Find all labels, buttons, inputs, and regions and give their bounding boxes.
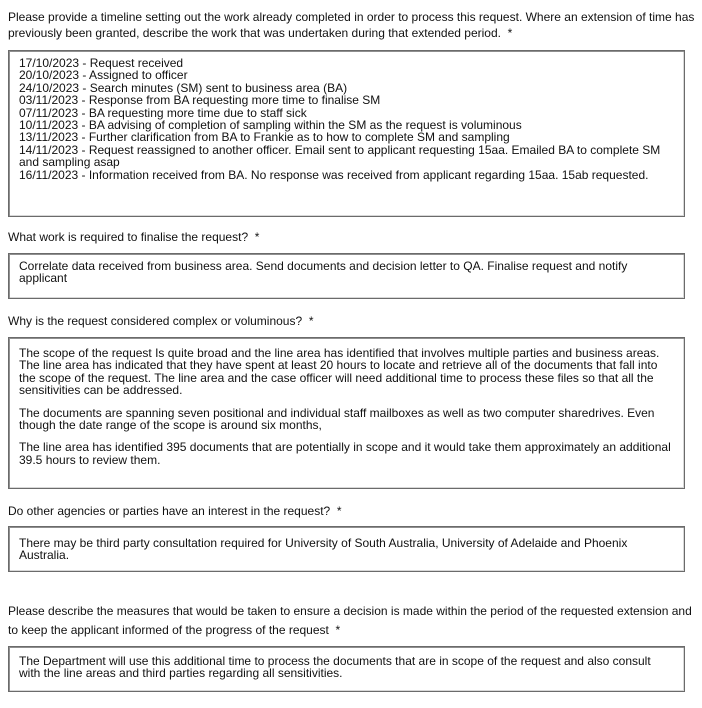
timeline-entry: 16/11/2023 - Information received from BA. No response was received from applicant regarding 15aa. 15ab requested. xyxy=(19,167,649,182)
answer-text: There may be third party consultation required for University of South Australia, University of Adelaide and Phoenix Australia. xyxy=(19,536,628,563)
answer-text: Correlate data received from business area. Send documents and decision letter to QA. Finalise request and notify applicant xyxy=(19,259,628,286)
answer-paragraph: The scope of the request Is quite broad and the line area has identified that involves multiple parties and business areas. The line area has indicated that they have spent at least 20 hours to locate and retrieve all of the documents that fall into the scope of the request. The line area and the case officer will need additional time to process these files so that all the sensitivities can be addressed. xyxy=(19,346,660,398)
timeline-answer-box[interactable] xyxy=(8,50,685,217)
required-asterisk: * xyxy=(254,230,260,244)
required-asterisk: * xyxy=(308,314,314,328)
timeline-entry: 07/11/2023 - BA requesting more time due to staff sick xyxy=(19,105,307,120)
question-complex xyxy=(8,313,696,329)
question-label: Please describe the measures that would be taken to ensure a decision is made within the period of the requested extension and to keep the applicant informed of the progress of the request xyxy=(8,604,692,637)
timeline-entry: 14/11/2023 - Request reassigned to another officer. Email sent to applicant requesting 15aa. Emailed BA to complete SM and sampling asap xyxy=(19,142,661,170)
timeline-entry: 03/11/2023 - Response from BA requesting more time to finalise SM xyxy=(19,93,381,108)
question-label: Why is the request considered complex or voluminous? xyxy=(8,314,303,328)
question-work-required xyxy=(8,229,696,245)
required-asterisk: * xyxy=(336,504,342,518)
other-parties-answer-box[interactable] xyxy=(8,526,685,572)
timeline-entry: 13/11/2023 - Further clarification from BA to Frankie as to how to complete SM and sampling xyxy=(19,130,510,145)
question-label: What work is required to finalise the request? xyxy=(8,230,249,244)
answer-paragraph: The line area has identified 395 documents that are potentially in scope and it would take them approximately an additional 39.5 hours to review them. xyxy=(19,440,671,467)
timeline-entry: 24/10/2023 - Search minutes (SM) sent to business area (BA) xyxy=(19,80,348,95)
question-timeline xyxy=(8,9,696,41)
question-measures xyxy=(8,602,696,640)
work-required-answer-box[interactable] xyxy=(8,253,685,299)
question-other-parties xyxy=(8,503,696,519)
answer-paragraph: The documents are spanning seven positional and individual staff mailboxes as well as two computer sharedrives. Even though the date range of the scope is around six months, xyxy=(19,405,655,433)
required-asterisk: * xyxy=(335,623,341,637)
answer-text: The Department will use this additional time to process the documents that are in scope of the request and also consult with the line areas and third parties regarding all sensitivities. xyxy=(19,654,651,681)
timeline-entry: 17/10/2023 - Request received xyxy=(19,56,184,70)
measures-answer-box[interactable] xyxy=(8,646,685,692)
question-label: Please provide a timeline setting out the work already completed in order to process this request. Where an extension of time has previously been granted, describe the work that was undertaken during that extended period. xyxy=(8,10,695,40)
required-asterisk: * xyxy=(507,26,513,40)
complex-answer-box[interactable] xyxy=(8,337,685,489)
question-label: Do other agencies or parties have an interest in the request? xyxy=(8,504,331,518)
timeline-entry: 10/11/2023 - BA advising of completion of sampling within the SM as the request is voluminous xyxy=(19,118,522,133)
timeline-entry: 20/10/2023 - Assigned to officer xyxy=(19,68,188,83)
